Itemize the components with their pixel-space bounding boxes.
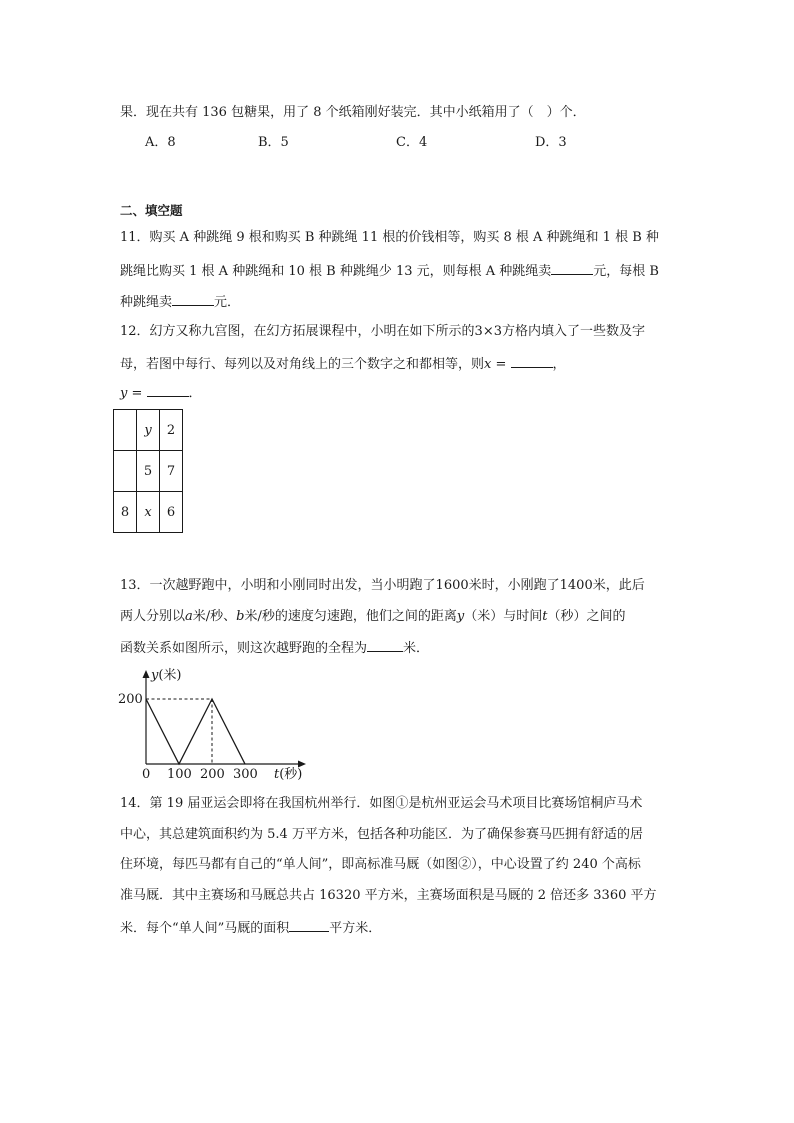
q13-line-2 <box>120 607 626 627</box>
q10-option-b[interactable]: B．5 <box>258 135 289 150</box>
q13-line-3-tail: 米． <box>403 641 430 656</box>
grid-cell: 6 <box>160 492 183 533</box>
y-axis-var: y <box>151 668 159 683</box>
q12-equals-x: = <box>491 357 511 372</box>
q14-line-5-text: 米．每个“单人间”马厩的面积 <box>120 921 290 936</box>
q11-line-2 <box>120 260 659 282</box>
grid-cell <box>114 410 137 451</box>
x-axis-var: t <box>274 767 280 782</box>
q13-line-1: 13．一次越野跑中，小明和小刚同时出发，当小明跑了1600米时，小刚跑了1400米，此后 <box>120 578 645 593</box>
q13-text: 两人分别以 <box>120 609 186 624</box>
grid-row <box>114 492 183 533</box>
grid-cell: 7 <box>160 451 183 492</box>
q13-text: 米/秒、 <box>192 609 237 624</box>
q10-option-d[interactable]: D．3 <box>535 135 567 150</box>
q10-text: 果．现在共有 136 包糖果，用了 8 个纸箱刚好装完．其中小纸箱用了（ ）个． <box>120 105 586 120</box>
q11-line-2-text: 跳绳比购买 1 根 A 种跳绳和 10 根 B 种跳绳少 13 元，则每根 A 种跳绳卖 <box>120 264 552 279</box>
grid-cell: x <box>137 492 160 533</box>
q14-line-3: 住环境，每匹马都有自己的“单人间”，即高标准马厩（如图②），中心设置了约 240 个高标 <box>120 857 641 872</box>
q13-var-a: a <box>185 609 193 624</box>
q11-blank-b-price[interactable] <box>172 291 214 306</box>
q13-text: （米）与时间 <box>464 609 543 624</box>
distance-line <box>146 699 245 764</box>
q14-line-5-tail: 平方米． <box>329 921 382 936</box>
q11-line-3-tail: 元． <box>214 295 241 310</box>
q14-blank-area[interactable] <box>289 917 329 932</box>
q13-var-t: t <box>542 609 548 624</box>
q12-comma: ， <box>552 357 566 372</box>
q11-blank-a-price[interactable] <box>551 260 593 275</box>
q12-line-2-text: 母，若图中每行、每列以及对角线上的三个数字之和都相等，则 <box>120 357 485 372</box>
grid-cell: 5 <box>137 451 160 492</box>
q11-line-3-text: 种跳绳卖 <box>120 295 173 310</box>
q12-equals-y: = <box>127 386 147 401</box>
grid-cell: y <box>137 410 160 451</box>
grid-row <box>114 410 183 451</box>
q12-blank-x[interactable] <box>511 353 553 368</box>
q13-var-y: y <box>456 609 465 624</box>
x-tick-label: 100 <box>167 767 192 782</box>
q10-option-a[interactable]: A．8 <box>145 135 176 150</box>
y-tick-label: 200 <box>118 692 143 707</box>
q10-option-c[interactable]: C．4 <box>396 135 428 150</box>
q14-line-4: 准马厩．其中主赛场和马厩总共占 16320 平方米，主赛场面积是马厩的 2 倍还多 3360 平方 <box>120 888 657 903</box>
q12-line-2 <box>120 353 566 375</box>
magic-square-grid <box>113 409 183 533</box>
q13-line-3-text: 函数关系如图所示，则这次越野跑的全程为 <box>120 641 368 656</box>
grid-cell: 2 <box>160 410 183 451</box>
y-axis-label <box>150 667 182 683</box>
q13-line-3 <box>120 637 429 659</box>
q13-blank-distance[interactable] <box>367 637 403 652</box>
distance-time-graph <box>118 664 318 782</box>
q14-line-1: 14．第 19 届亚运会即将在我国杭州举行．如图①是杭州亚运会马术项目比赛场馆桐庐马术 <box>120 796 643 811</box>
q12-period: ． <box>188 386 202 401</box>
q12-line-1: 12．幻方又称九宫图，在幻方拓展课程中，小明在如下所示的3×3方格内填入了一些数及字 <box>120 324 645 339</box>
grid-cell <box>114 451 137 492</box>
q11-line-1: 11．购买 A 种跳绳 9 根和购买 B 种跳绳 11 根的价钱相等，购买 8 根 A 种跳绳和 1 根 B 种 <box>120 230 659 245</box>
q12-var-x: x <box>484 357 492 372</box>
x-tick-label: 200 <box>200 767 225 782</box>
q14-line-5 <box>120 917 381 939</box>
grid-row <box>114 451 183 492</box>
q12-var-y: y <box>120 386 128 401</box>
x-axis-unit: (秒) <box>279 767 303 782</box>
q13-text: （秒）之间的 <box>547 609 626 624</box>
y-axis-unit: (米) <box>158 668 182 683</box>
q14-line-2: 中心，其总建筑面积约为 5.4 万平方米，包括各种功能区．为了确保参赛马匹拥有舒适的居 <box>120 827 643 842</box>
x-axis-label <box>274 766 302 782</box>
q13-var-b: b <box>236 609 245 624</box>
q12-line-3 <box>120 382 202 404</box>
q13-text: 米/秒的速度匀速跑，他们之间的距离 <box>244 609 457 624</box>
q11-line-3 <box>120 291 240 313</box>
section-heading: 二、填空题 <box>120 203 183 218</box>
grid-cell: 8 <box>114 492 137 533</box>
origin-label: 0 <box>142 767 151 782</box>
q11-line-2-tail: 元，每根 B <box>593 264 659 279</box>
q12-blank-y[interactable] <box>147 382 189 397</box>
y-axis-arrow-icon <box>143 670 150 678</box>
x-tick-label: 300 <box>233 767 258 782</box>
